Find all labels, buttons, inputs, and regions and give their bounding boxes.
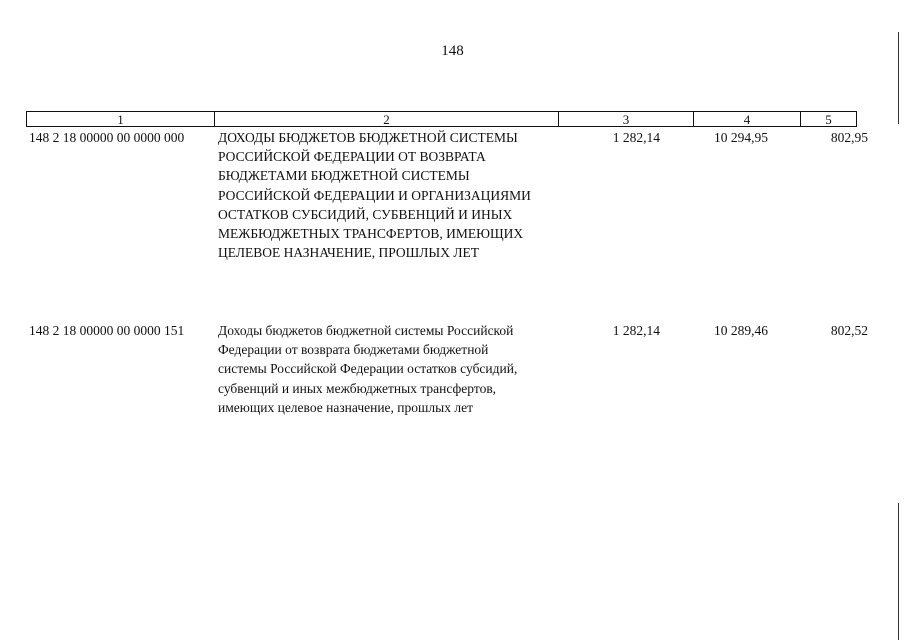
row-description: Доходы бюджетов бюджетной системы Российской Федерации от возврата бюджетами бюджетной системы Российской Федерации остатков субсидий, субвенций и иных межбюджетных трансфертов, имеющих целевое назначение, прошлых лет — [218, 323, 518, 415]
header-cell-1: 1 — [27, 112, 215, 126]
row-value-col3: 1 282,14 — [612, 323, 660, 338]
row-value-col5: 802,52 — [830, 323, 868, 338]
row-value-col3: 1 282,14 — [612, 130, 660, 145]
header-cell-5: 5 — [825, 112, 832, 127]
row-code: 148 2 18 00000 00 0000 151 — [29, 323, 185, 338]
page-number: 148 — [441, 43, 464, 59]
row-description: ДОХОДЫ БЮДЖЕТОВ БЮДЖЕТНОЙ СИСТЕМЫ РОССИЙСКОЙ ФЕДЕРАЦИИ ОТ ВОЗВРАТА БЮДЖЕТАМИ БЮДЖЕТНОЙ СИСТЕМЫ РОССИЙСКОЙ ФЕДЕРАЦИИ И ОРГАНИЗАЦИЯМИ ОСТАТКОВ СУБСИДИЙ, СУБВЕНЦИЙ И ИНЫХ МЕЖБЮДЖЕТНЫХ ТРАНСФЕРТОВ, ИМЕЮЩИХ ЦЕЛЕВОЕ НАЗНАЧЕНИЕ, ПРОШЛЫХ ЛЕТ — [218, 130, 531, 261]
row-value-col4: 10 289,46 — [714, 323, 768, 338]
row-value-col4: 10 294,95 — [714, 130, 768, 145]
header-cell-4: 4 — [694, 112, 801, 126]
row-value-col5: 802,95 — [830, 130, 868, 145]
header-cell-2: 2 — [215, 112, 559, 126]
scan-edge-line — [898, 503, 899, 640]
row-code: 148 2 18 00000 00 0000 000 — [29, 130, 185, 145]
table-header-row — [26, 111, 857, 127]
scan-edge-line — [898, 32, 899, 124]
header-cell-3: 3 — [559, 112, 694, 126]
